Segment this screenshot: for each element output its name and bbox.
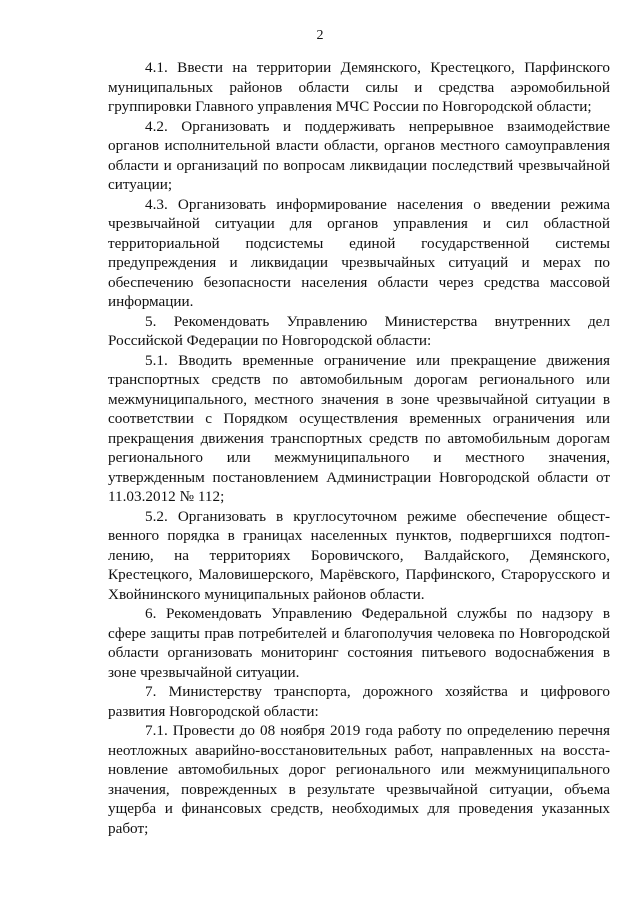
paragraph-6: 6. Рекомендовать Управлению Федеральной службы по надзору в сфере защиты прав потребителей и благополучия человека по Новгородской области организовать мониторинг состояния питьевого водоснабжения в зоне чрезвычайной ситуации. bbox=[108, 605, 610, 681]
document-body bbox=[108, 58, 610, 838]
paragraph-5: 5. Рекомендовать Управлению Министерства внутренних дел Российской Федерации по Новгородской области: bbox=[108, 312, 610, 349]
paragraph-7: 7. Министерству транспорта, дорожного хозяйства и цифрового развития Новгородской области: bbox=[108, 683, 610, 720]
paragraph-5-1: 5.1. Вводить временные ограничение или прекращение движения транспортных средств по автомобильным дорогам регионального или межмуниципального, местного значения в зоне чрезвычайной ситуации в соответствии с Порядком осуществления временных ограничения или прекращения движения транспортных средств по автомобильным дорогам регионального или межмуниципального и местного значения, утвержденным постановлением Администрации Новгородской области от 11.03.2012 № 112; bbox=[108, 351, 610, 505]
paragraph-4-3: 4.3. Организовать информирование населения о введении режима чрезвычайной ситуации для органов управления и сил областной территориальной подсистемы единой государственной системы предупреждения и ликвидации чрезвычайных ситуаций и мерах по обеспечению безопасности населения области через средства массовой информации. bbox=[108, 195, 610, 310]
paragraph-4-2: 4.2. Организовать и поддерживать непрерывное взаимодействие органов исполнительной власти области, органов местного самоуправления области и организаций по вопросам ликвидации последствий чрезвычайной ситуации; bbox=[108, 117, 610, 193]
page-number: 2 bbox=[316, 28, 324, 43]
paragraph-4-1: 4.1. Ввести на территории Демянского, Крестецкого, Парфинского муниципальных районов области силы и средства аэромобильной группировки Главного управления МЧС России по Новгородской области; bbox=[108, 59, 610, 115]
paragraph-5-2: 5.2. Организовать в круглосуточном режиме обеспечение общественного порядка в границах населенных пунктов, подвергшихся подтоплению, на территориях Боровичского, Валдайского, Демянского, Крестецкого, Маловишерского, Марёвского, Парфинского, Старорусского и Хвойнинского муниципальных районов области. bbox=[108, 507, 610, 603]
paragraph-7-1: 7.1. Провести до 08 ноября 2019 года работу по определению перечня неотложных аварийно-восстановительных работ, направленных на восстановление автомобильных дорог регионального или межмуниципального значения, поврежденных в результате чрезвычайной ситуации, объема ущерба и финансовых средств, необходимых для проведения указанных работ; bbox=[108, 722, 610, 837]
